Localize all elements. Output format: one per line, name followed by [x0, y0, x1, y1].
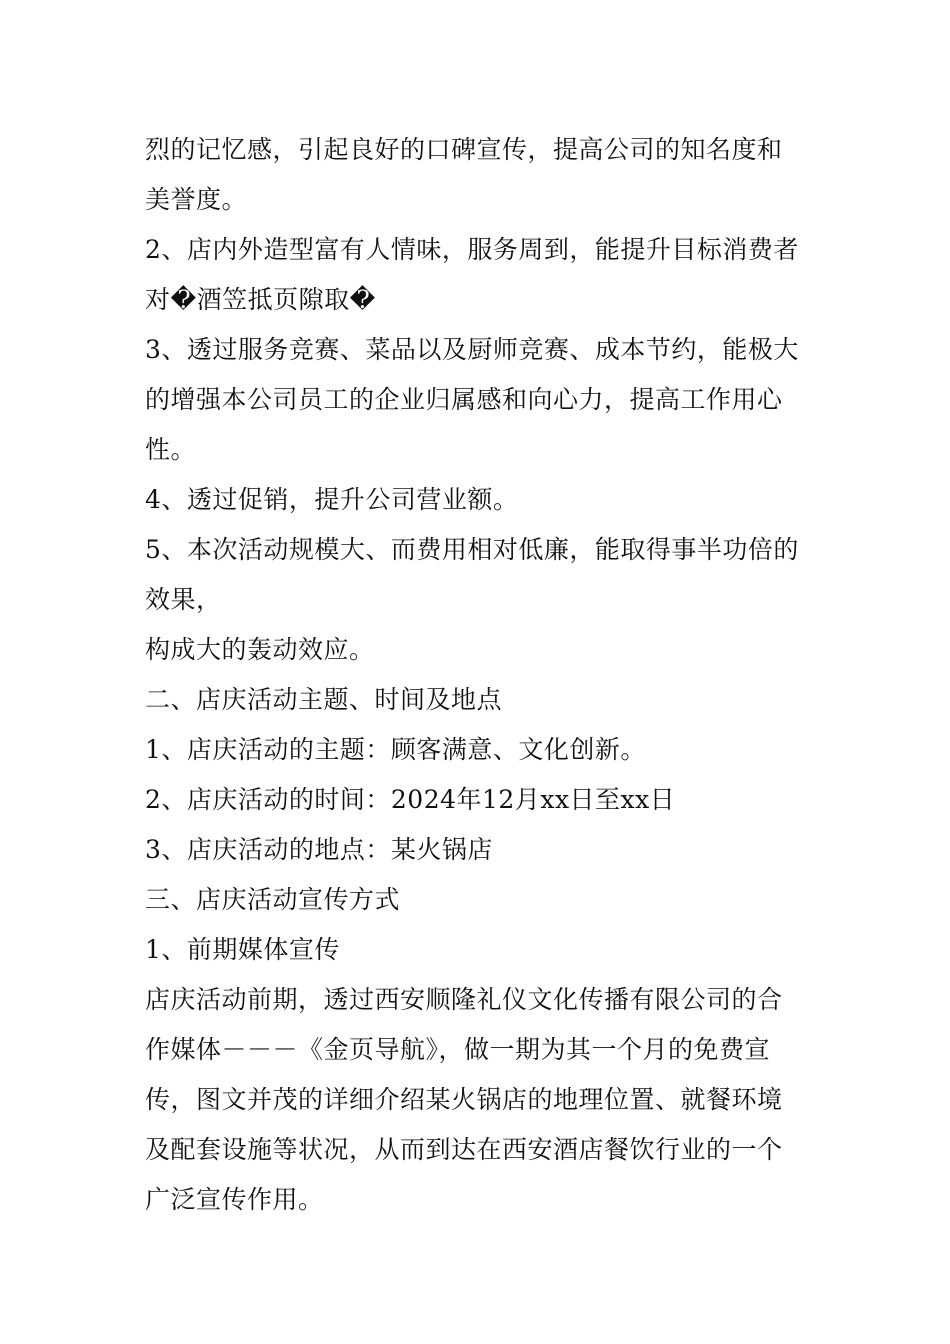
text-line: 作媒体－－－《金页导航》，做一期为其一个月的免费宣 [145, 1035, 771, 1064]
text-line: 性。 [145, 435, 197, 464]
text-line: 1、店庆活动的主题：顾客满意、文化创新。 [145, 735, 646, 764]
text-line: 3、透过服务竞赛、菜品以及厨师竞赛、成本节约，能极大 [145, 335, 799, 364]
text-line: 店庆活动前期，透过西安顺隆礼仪文化传播有限公司的合 [145, 985, 783, 1014]
text-line: 3、店庆活动的地点：某火锅店 [145, 835, 493, 864]
text-line: 2、店内外造型富有人情味，服务周到，能提升目标消费者 [145, 235, 799, 264]
text-line: 2、店庆活动的时间：2024年12月xx日至xx日 [145, 785, 676, 814]
document-body [145, 125, 815, 1225]
text-line: 及配套设施等状况，从而到达在西安酒店餐饮行业的一个 [145, 1135, 783, 1164]
text-line: 5、本次活动规模大、而费用相对低廉，能取得事半功倍的 [145, 535, 799, 564]
text-line: 广泛宣传作用。 [145, 1185, 324, 1214]
subsection-heading: 1、前期媒体宣传 [145, 935, 340, 964]
text-line: 美誉度。 [145, 185, 248, 214]
text-line: 的增强本公司员工的企业归属感和向心力，提高工作用心 [145, 385, 783, 414]
section-heading: 二、店庆活动主题、时间及地点 [145, 685, 503, 714]
text-line: 构成大的轰动效应。 [145, 635, 375, 664]
text-line: 4、透过促销，提升公司营业额。 [145, 485, 519, 514]
text-line: 对�酒笠抵页隙取� [145, 285, 376, 314]
text-line: 效果， [145, 585, 222, 614]
section-heading: 三、店庆活动宣传方式 [145, 885, 401, 914]
text-line: 传，图文并茂的详细介绍某火锅店的地理位置、就餐环境 [145, 1085, 783, 1114]
text-line: 烈的记忆感，引起良好的口碑宣传，提高公司的知名度和 [145, 135, 783, 164]
